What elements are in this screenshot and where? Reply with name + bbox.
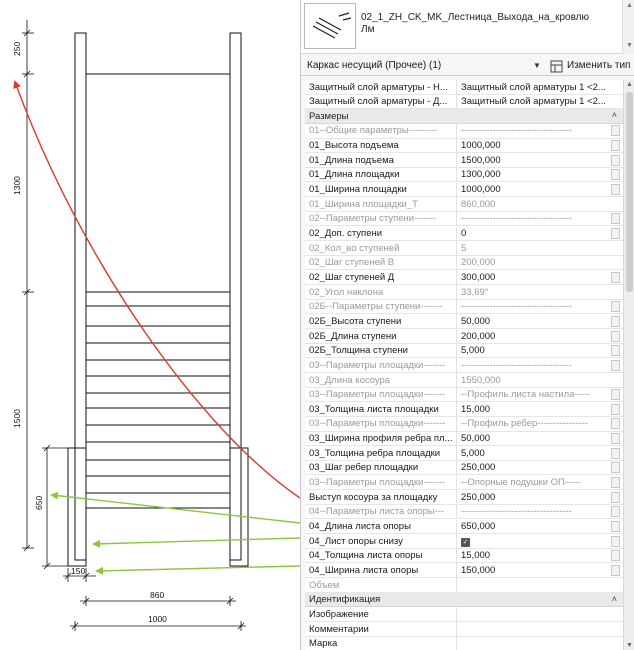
associate-parameter-button[interactable] (611, 301, 620, 312)
property-value[interactable] (456, 622, 606, 636)
chevron-down-icon[interactable]: ▼ (533, 61, 541, 70)
associate-parameter-button[interactable] (611, 418, 620, 429)
property-value[interactable]: 1500,000 (456, 153, 606, 167)
property-row[interactable] (305, 549, 623, 564)
property-name: 01_Длина подъема (309, 154, 394, 166)
ladder-geometry (68, 33, 248, 566)
property-value: --Профиль ребер---------------- (456, 417, 606, 431)
collapse-chevron-icon[interactable]: ˄ (611, 593, 617, 604)
property-row[interactable] (305, 153, 623, 168)
property-name: Защитный слой арматуры - Н... (309, 81, 448, 93)
property-value[interactable]: 1000,000 (456, 139, 606, 153)
collapse-chevron-icon[interactable]: ˄ (611, 110, 617, 121)
properties-panel (300, 0, 634, 650)
dim-label-860: 860 (150, 590, 165, 600)
property-row[interactable] (305, 344, 623, 359)
property-row[interactable] (305, 95, 623, 110)
property-row[interactable] (305, 124, 623, 139)
scroll-up-icon[interactable]: ▲ (626, 2, 633, 9)
dim-label-1500: 1500 (12, 409, 22, 428)
property-value: ----------------------------------- (456, 300, 606, 314)
property-name: 01_Ширина площадки_Т (309, 198, 418, 210)
property-row[interactable] (305, 227, 623, 242)
edit-type-label: Изменить тип (567, 60, 631, 71)
property-row[interactable] (305, 80, 623, 95)
property-row[interactable] (305, 578, 623, 593)
property-value[interactable]: 250,000 (456, 461, 606, 475)
property-name: 02Б--Параметры ступени------- (309, 301, 443, 313)
associate-parameter-button[interactable] (611, 169, 620, 180)
property-row[interactable] (305, 300, 623, 315)
property-row[interactable] (305, 139, 623, 154)
property-row[interactable] (305, 563, 623, 578)
associate-parameter-button[interactable] (611, 331, 620, 342)
property-name: 02_Доп. ступени (309, 228, 383, 239)
instance-filter-dropdown[interactable]: Каркас несущий (Прочее) (1) (307, 60, 442, 71)
property-name: 01_Ширина площадки (309, 184, 407, 196)
property-checkbox-cell[interactable] (456, 534, 606, 548)
associate-parameter-button[interactable] (611, 550, 620, 561)
property-name: 03_Толщина ребра площадки (309, 447, 441, 459)
associate-parameter-button[interactable] (611, 272, 620, 283)
associate-parameter-button[interactable] (611, 536, 620, 547)
property-name: 02_Кол_во ступеней (309, 242, 400, 254)
property-name: 03_Шаг ребер площадки (309, 462, 419, 474)
associate-parameter-button[interactable] (611, 389, 620, 400)
red-annotation-arrow (15, 82, 300, 498)
associate-parameter-button[interactable] (611, 125, 620, 136)
property-name: Выступ косоура за площадку (309, 491, 438, 503)
property-row[interactable] (305, 417, 623, 432)
property-name: 04_Лист опоры снизу (309, 535, 403, 547)
property-row[interactable] (305, 534, 623, 549)
green-annotation-arrow (52, 495, 300, 523)
dim-label-150: 150 (71, 566, 86, 576)
left-support-plate (68, 448, 86, 566)
edit-type-button[interactable] (547, 57, 633, 74)
property-name: Марка (309, 638, 338, 650)
property-value: ----------------------------------- (456, 124, 606, 138)
property-value (456, 578, 606, 592)
scrollbar-thumb[interactable] (626, 92, 633, 292)
property-name: 02_Шаг ступеней В (309, 257, 395, 269)
property-row[interactable] (305, 388, 623, 403)
associate-parameter-button[interactable] (611, 433, 620, 444)
property-row[interactable] (305, 212, 623, 227)
property-row[interactable] (305, 490, 623, 505)
property-name: 03--Параметры площадки------- (309, 359, 446, 371)
property-name: 02Б_Длина ступени (309, 330, 397, 342)
associate-parameter-button[interactable] (611, 521, 620, 532)
right-support-plate (230, 448, 248, 566)
associate-parameter-button[interactable] (611, 462, 620, 473)
property-value[interactable] (456, 607, 606, 621)
associate-parameter-button[interactable] (611, 184, 620, 195)
property-row[interactable] (305, 402, 623, 417)
property-value[interactable]: 650,000 (456, 520, 606, 534)
property-name: 02Б_Толщина ступени (309, 345, 408, 357)
ladder-preview-icon (305, 4, 355, 48)
property-row[interactable] (305, 637, 623, 650)
property-row[interactable] (305, 168, 623, 183)
property-row[interactable] (305, 446, 623, 461)
group-label: Размеры (309, 110, 349, 122)
property-group-header[interactable] (305, 593, 623, 608)
dim-label-250: 250 (12, 41, 22, 56)
property-value: 5 (456, 241, 606, 255)
property-row[interactable] (305, 432, 623, 447)
property-name: 03--Параметры площадки------- (309, 389, 446, 401)
property-row[interactable] (305, 314, 623, 329)
associate-parameter-button[interactable] (611, 155, 620, 166)
property-value[interactable]: 200,000 (456, 329, 606, 343)
property-value: ----------------------------------- (456, 212, 606, 226)
type-selector[interactable] (301, 0, 634, 54)
property-value[interactable]: 1000,000 (456, 183, 606, 197)
associate-parameter-button[interactable] (611, 477, 620, 488)
property-group-header[interactable] (305, 109, 623, 124)
property-value[interactable]: 5,000 (456, 344, 606, 358)
property-value[interactable]: 300,000 (456, 270, 606, 284)
property-value[interactable] (456, 637, 606, 650)
property-row[interactable] (305, 505, 623, 520)
associate-parameter-button[interactable] (611, 228, 620, 239)
checkbox-checked-icon[interactable]: ✓ (462, 538, 469, 546)
green-annotation-arrow (94, 538, 300, 544)
dim-label-1300: 1300 (12, 176, 22, 195)
property-name: 02--Параметры ступени------- (309, 213, 437, 225)
property-row[interactable] (305, 607, 623, 622)
property-name: 03_Толщина листа площадки (309, 403, 439, 415)
scroll-down-icon[interactable]: ▼ (626, 42, 633, 49)
property-value[interactable]: 0 (456, 227, 606, 241)
type-scrollbar[interactable] (622, 0, 634, 54)
right-rail (230, 33, 241, 560)
type-name-value: Лм (361, 24, 375, 35)
associate-parameter-button[interactable] (611, 404, 620, 415)
associate-parameter-button[interactable] (611, 492, 620, 503)
property-row[interactable] (305, 183, 623, 198)
family-name: 02_1_ZH_CK_MK_Лестница_Выхода_на_кровлю (361, 12, 589, 23)
edit-type-icon (550, 60, 563, 73)
property-value[interactable]: 50,000 (456, 432, 606, 446)
family-thumbnail (304, 3, 356, 49)
instance-filter-row (301, 56, 634, 76)
property-value[interactable]: Защитный слой арматуры 1 <2... (456, 95, 606, 109)
property-value[interactable]: 1300,000 (456, 168, 606, 182)
property-name: 03_Ширина профиля ребра пл... (309, 433, 453, 445)
property-row[interactable] (305, 270, 623, 285)
property-name: 04_Ширина листа опоры (309, 564, 419, 576)
property-value: 1550,000 (456, 373, 606, 387)
associate-parameter-button[interactable] (611, 565, 620, 576)
property-name: 02Б_Высота ступени (309, 315, 402, 327)
dim-label-650: 650 (34, 495, 44, 510)
property-name: Защитный слой арматуры - Д... (309, 96, 448, 108)
property-row[interactable] (305, 476, 623, 491)
property-name: 03_Длина косоура (309, 374, 391, 386)
property-name: Комментарии (309, 623, 369, 635)
properties-scrollbar[interactable] (623, 80, 634, 650)
property-value: 860,000 (456, 197, 606, 211)
property-value: --Опорные подушки ОП----- (456, 476, 606, 490)
property-value[interactable]: Защитный слой арматуры 1 <2... (456, 80, 606, 94)
property-row[interactable] (305, 373, 623, 388)
property-name: 04--Параметры листа опоры--- (309, 506, 445, 518)
left-rail (75, 33, 86, 560)
property-value[interactable]: 150,000 (456, 563, 606, 577)
property-name: 02_Шаг ступеней Д (309, 271, 395, 283)
associate-parameter-button[interactable] (611, 506, 620, 517)
scroll-up-icon[interactable]: ▲ (626, 81, 633, 88)
property-row[interactable] (305, 197, 623, 212)
property-name: 03--Параметры площадки------- (309, 477, 446, 489)
property-value[interactable]: 15,000 (456, 549, 606, 563)
property-name: 03--Параметры площадки------- (309, 418, 446, 430)
type-name (361, 12, 589, 36)
property-row[interactable] (305, 461, 623, 476)
property-row[interactable] (305, 520, 623, 535)
property-value[interactable]: 50,000 (456, 314, 606, 328)
property-value: --Профиль листа настила----- (456, 388, 606, 402)
property-value: ----------------------------------- (456, 358, 606, 372)
property-value: 200,000 (456, 256, 606, 270)
associate-parameter-button[interactable] (611, 316, 620, 327)
cad-drawing (0, 0, 300, 650)
green-annotation-arrow (97, 566, 300, 571)
associate-parameter-button[interactable] (611, 345, 620, 356)
property-name: 01--Общие параметры--------- (309, 125, 438, 137)
property-value: ----------------------------------- (456, 505, 606, 519)
property-row[interactable] (305, 329, 623, 344)
property-name: 04_Длина листа опоры (309, 521, 411, 532)
property-value: 33,69° (456, 285, 606, 299)
property-name: Изображение (309, 608, 369, 620)
associate-parameter-button[interactable] (611, 140, 620, 151)
associate-parameter-button[interactable] (611, 360, 620, 371)
associate-parameter-button[interactable] (611, 213, 620, 224)
properties-grid (305, 80, 623, 650)
property-name: 04_Толщина листа опоры (309, 550, 423, 562)
property-value[interactable]: 250,000 (456, 490, 606, 504)
property-row[interactable] (305, 622, 623, 637)
property-value[interactable]: 15,000 (456, 402, 606, 416)
group-label: Идентификация (309, 594, 381, 606)
property-row[interactable] (305, 241, 623, 256)
property-value[interactable]: 5,000 (456, 446, 606, 460)
property-name: Объем (309, 579, 340, 591)
property-row[interactable] (305, 358, 623, 373)
dim-label-1000: 1000 (148, 614, 167, 624)
property-name: 01_Высота подъема (309, 140, 399, 152)
property-name: 02_Угол наклона (309, 286, 384, 298)
associate-parameter-button[interactable] (611, 448, 620, 459)
property-name: 01_Длина площадки (309, 169, 400, 181)
property-row[interactable] (305, 285, 623, 300)
property-row[interactable] (305, 256, 623, 271)
scroll-down-icon[interactable]: ▼ (626, 642, 633, 649)
